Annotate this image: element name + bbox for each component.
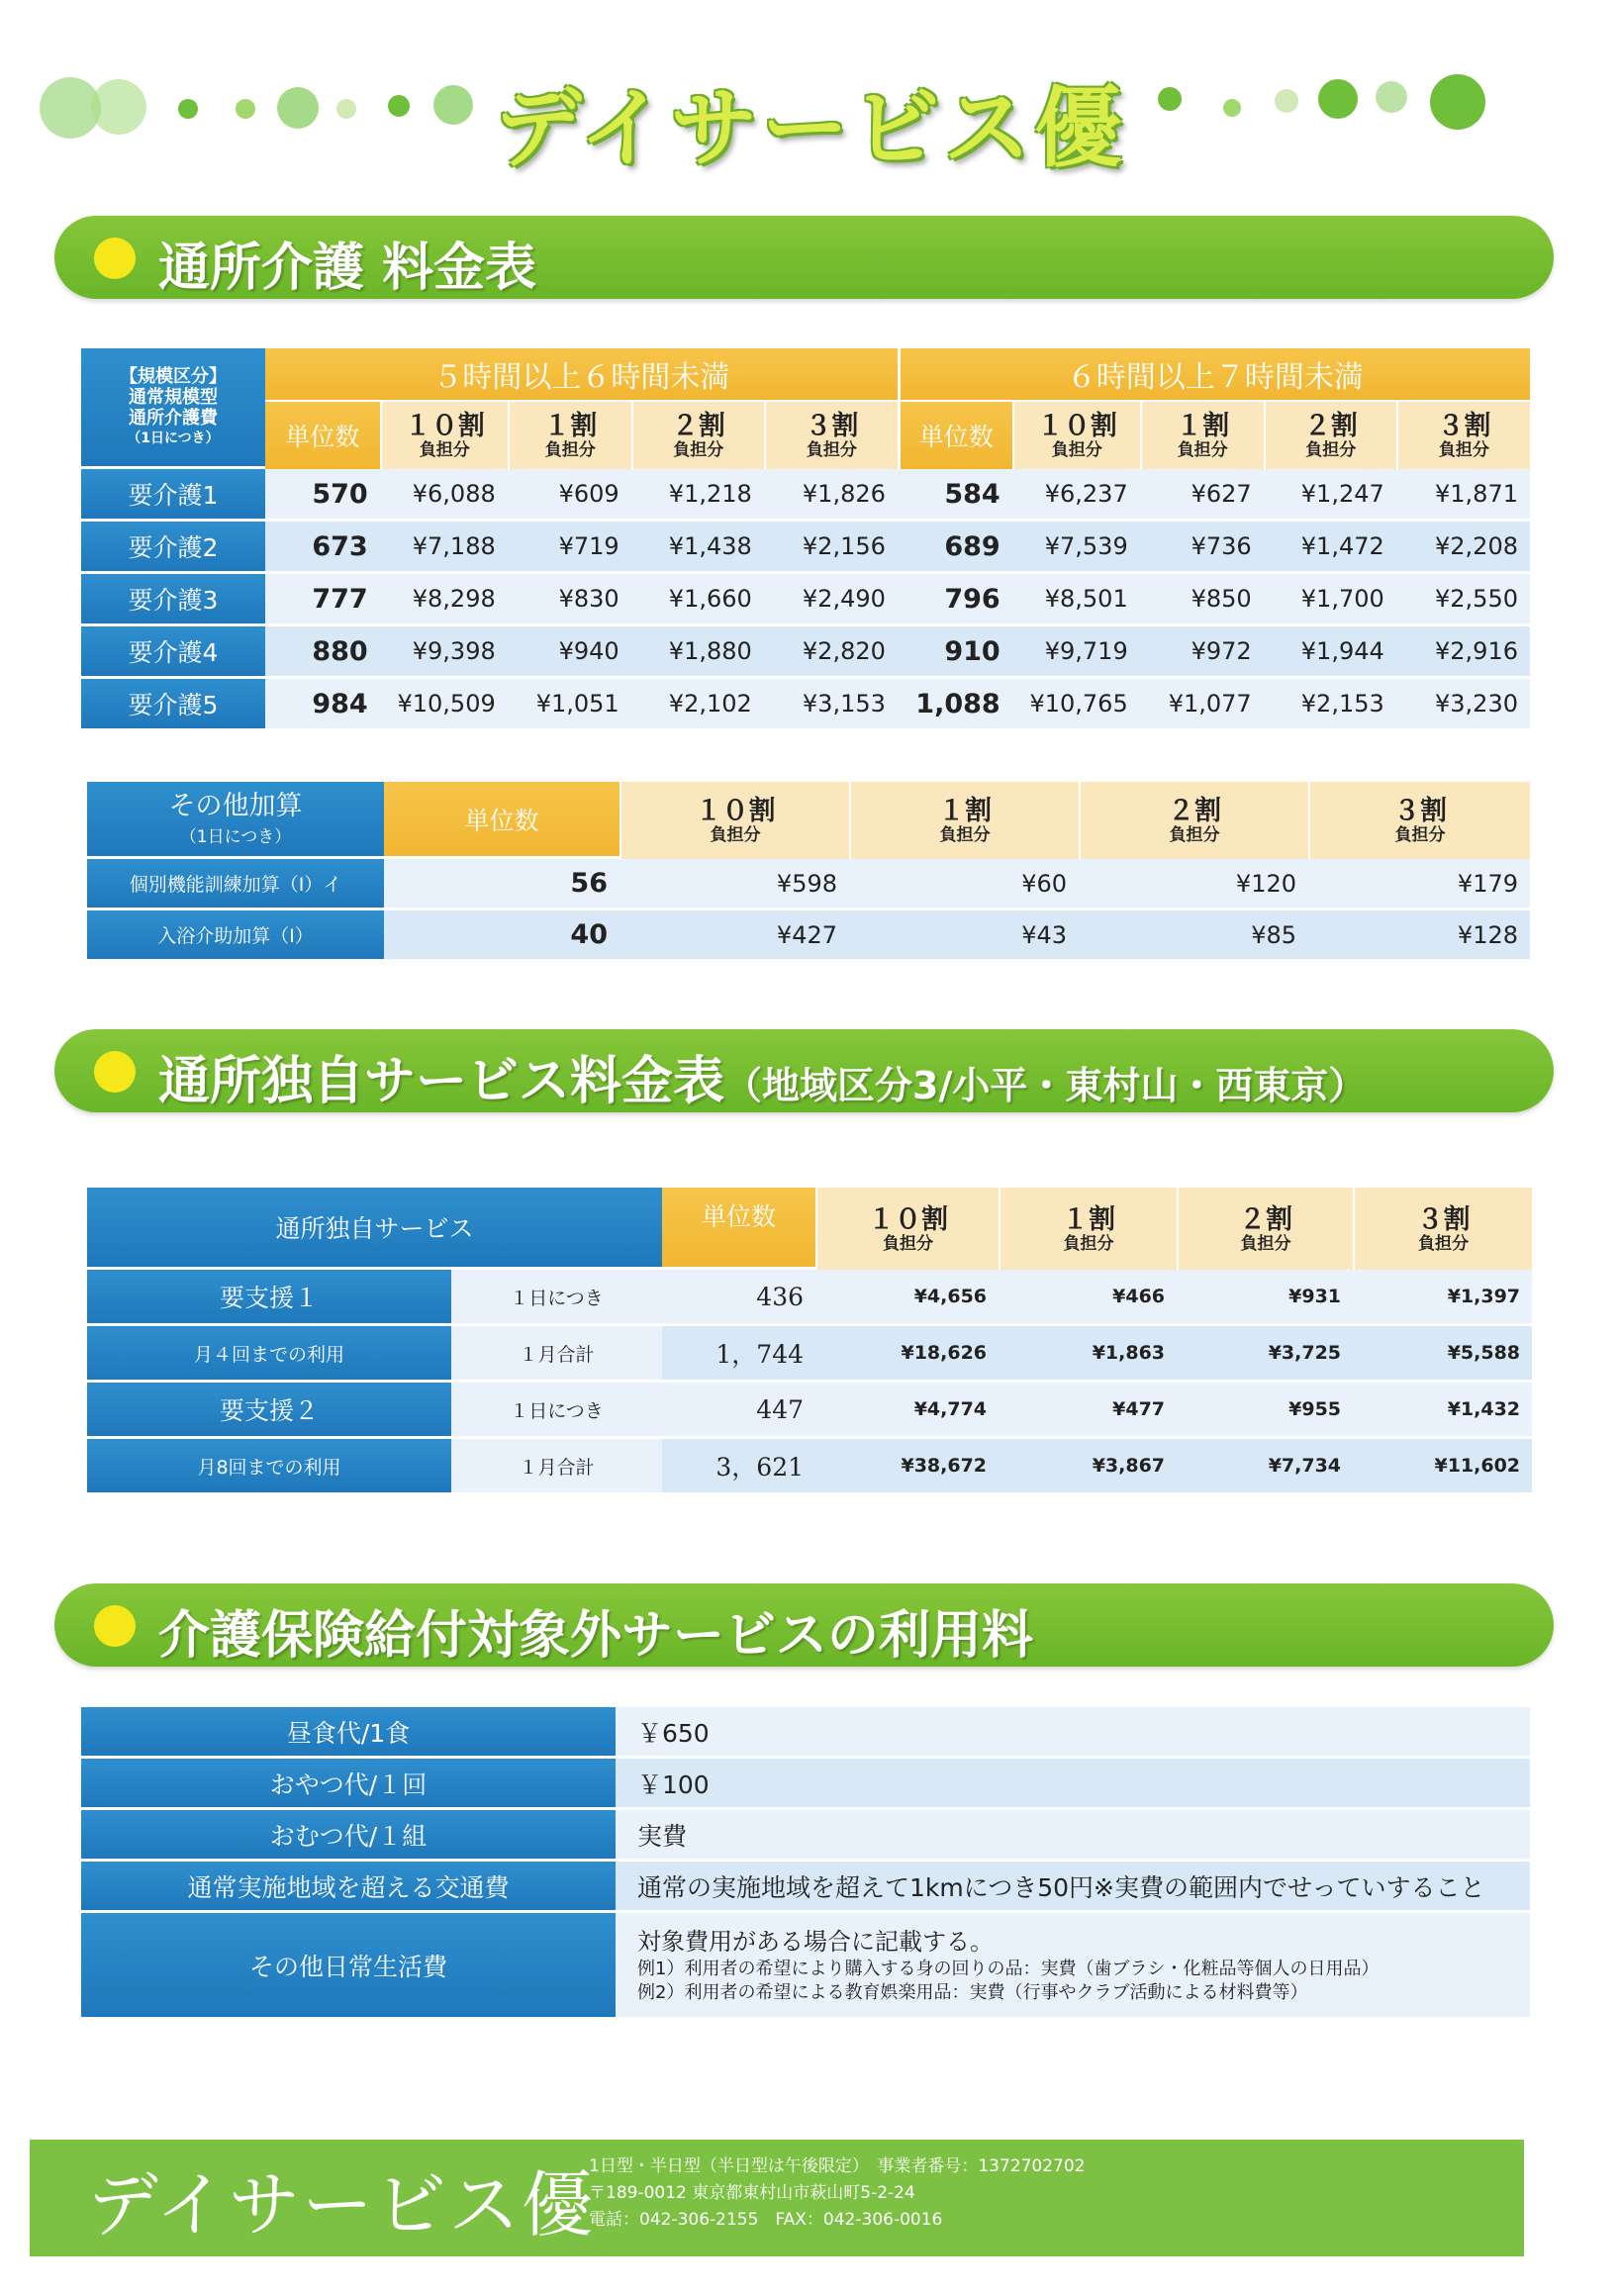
- price-3: ¥1,871: [1396, 469, 1530, 522]
- price-2: ¥3,725: [1177, 1326, 1353, 1383]
- price-10: ¥598: [619, 859, 849, 910]
- price-1: ¥719: [508, 522, 631, 574]
- corner-label: 【規模区分】 通常規模型 通所介護費 （1日につき）: [81, 348, 265, 469]
- row-label: 要介護3: [81, 574, 265, 626]
- price-1: ¥1,051: [508, 679, 631, 731]
- row-label: 要介護5: [81, 679, 265, 731]
- price-10: ¥4,656: [815, 1270, 999, 1326]
- price-2: ¥1,218: [631, 469, 764, 522]
- price-10: ¥38,672: [815, 1439, 999, 1495]
- unit-value: 880: [265, 626, 380, 679]
- price-10: ¥10,509: [380, 679, 508, 731]
- price-10: ¥8,501: [1012, 574, 1140, 626]
- col-10: １０割 負担分: [815, 1188, 999, 1270]
- page-title: デイサービス優: [494, 77, 1126, 179]
- price-3: ¥2,916: [1396, 626, 1530, 679]
- price-10: ¥9,398: [380, 626, 508, 679]
- service-header: 通所独自サービス: [87, 1188, 662, 1270]
- period: １月合計: [451, 1439, 662, 1495]
- col-2: ２割 負担分: [1177, 1188, 1353, 1270]
- col-unit: 単位数: [265, 402, 380, 469]
- table-row: [87, 1270, 1532, 1326]
- price-1: ¥43: [849, 910, 1079, 962]
- table-row: [87, 1439, 1532, 1495]
- price-3: ¥2,208: [1396, 522, 1530, 574]
- row-label: 月8回までの利用: [87, 1439, 451, 1495]
- price-2: ¥955: [1177, 1383, 1353, 1439]
- fee-value: 実費: [616, 1810, 1530, 1862]
- price-1: ¥609: [508, 469, 631, 522]
- fee-label: おやつ代/１回: [81, 1759, 616, 1810]
- col-1: １割 負担分: [999, 1188, 1177, 1270]
- price-2: ¥1,247: [1264, 469, 1396, 522]
- table-row: [81, 1810, 1530, 1862]
- price-3: ¥1,432: [1353, 1383, 1532, 1439]
- col-2: ２割 負担分: [631, 402, 764, 469]
- col-10: １０割 負担分: [380, 402, 508, 469]
- table-row: [87, 1326, 1532, 1383]
- table-row: [87, 910, 1530, 962]
- price-10: ¥4,774: [815, 1383, 999, 1439]
- non-insurance-fee-table: [81, 1707, 1530, 2020]
- unit-value: 56: [384, 859, 619, 910]
- price-1: ¥627: [1140, 469, 1264, 522]
- fee-label: おむつ代/１組: [81, 1810, 616, 1862]
- price-1: ¥830: [508, 574, 631, 626]
- price-1: ¥736: [1140, 522, 1264, 574]
- table-row: [81, 522, 1530, 574]
- fee-value: 対象費用がある場合に記載する。 例1）利用者の希望により購入する身の回りの品：実費（歯ブラシ・化粧品等個人の日用品） 例2）利用者の希望による教育娯楽用品：実費（行事やクラブ活動による材料費等）: [616, 1913, 1530, 2020]
- unit-value: 689: [898, 522, 1012, 574]
- row-label: 個別機能訓練加算（Ⅰ）イ: [87, 859, 384, 910]
- unit-value: 910: [898, 626, 1012, 679]
- day-care-fee-table: [81, 348, 1530, 731]
- price-10: ¥18,626: [815, 1326, 999, 1383]
- price-10: ¥7,188: [380, 522, 508, 574]
- row-label: 入浴介助加算（Ⅰ）: [87, 910, 384, 962]
- unit-value: 3，621: [662, 1439, 815, 1495]
- row-label: 要介護1: [81, 469, 265, 522]
- row-label: 要介護2: [81, 522, 265, 574]
- price-1: ¥1,077: [1140, 679, 1264, 731]
- footer-brand: デイサービス優: [87, 2163, 595, 2247]
- fee-value: 通常の実施地域を超えて1kmにつき50円※実費の範囲内でせっていすること: [616, 1862, 1530, 1913]
- price-3: ¥5,588: [1353, 1326, 1532, 1383]
- col-unit: 単位数: [384, 782, 619, 859]
- price-1: ¥850: [1140, 574, 1264, 626]
- table-row: [87, 1383, 1532, 1439]
- col-10: １０割 負担分: [619, 782, 849, 859]
- table-row: [87, 859, 1530, 910]
- price-3: ¥2,490: [764, 574, 898, 626]
- independent-service-table: [87, 1188, 1532, 1495]
- section-header-independent-service: [54, 1029, 1554, 1112]
- price-1: ¥940: [508, 626, 631, 679]
- fee-label: 昼食代/1食: [81, 1707, 616, 1759]
- group-header-6-7h: ６時間以上７時間未満: [898, 348, 1530, 402]
- unit-value: 584: [898, 469, 1012, 522]
- section-title: 通所介護 料金表: [158, 239, 537, 298]
- price-3: ¥1,826: [764, 469, 898, 522]
- price-2: ¥85: [1079, 910, 1308, 962]
- col-3: ３割 負担分: [1308, 782, 1530, 859]
- price-2: ¥1,944: [1264, 626, 1396, 679]
- table-row: [81, 626, 1530, 679]
- price-10: ¥7,539: [1012, 522, 1140, 574]
- col-1: １割 負担分: [849, 782, 1079, 859]
- period: １日につき: [451, 1270, 662, 1326]
- price-2: ¥931: [1177, 1270, 1353, 1326]
- price-1: ¥1,863: [999, 1326, 1177, 1383]
- unit-value: 40: [384, 910, 619, 962]
- col-1: １割 負担分: [508, 402, 631, 469]
- unit-value: 570: [265, 469, 380, 522]
- price-1: ¥972: [1140, 626, 1264, 679]
- group-header-5-6h: ５時間以上６時間未満: [265, 348, 898, 402]
- table-row: [81, 679, 1530, 731]
- section-header-day-care-fees: [54, 216, 1554, 299]
- footer: [30, 2140, 1524, 2256]
- unit-value: 436: [662, 1270, 815, 1326]
- price-2: ¥7,734: [1177, 1439, 1353, 1495]
- section-title: 通所独自サービス料金表（地域区分3/小平・東村山・西東京）: [158, 1052, 1367, 1111]
- price-1: ¥3,867: [999, 1439, 1177, 1495]
- price-2: ¥1,472: [1264, 522, 1396, 574]
- price-1: ¥60: [849, 859, 1079, 910]
- col-1: １割 負担分: [1140, 402, 1264, 469]
- addon-table: [87, 782, 1530, 962]
- price-2: ¥120: [1079, 859, 1308, 910]
- price-2: ¥1,660: [631, 574, 764, 626]
- period: １日につき: [451, 1383, 662, 1439]
- footer-info: 1日型・半日型（半日型は午後限定） 事業者番号：1372702702 〒189-0012 東京都東村山市萩山町5-2-24 電話：042-306-2155 FAX：042-306-0016: [589, 2156, 1086, 2230]
- unit-value: 1,088: [898, 679, 1012, 731]
- unit-value: 777: [265, 574, 380, 626]
- price-3: ¥2,550: [1396, 574, 1530, 626]
- bullet-icon: [94, 1605, 136, 1647]
- bullet-icon: [94, 238, 136, 279]
- fee-value: ￥650: [616, 1707, 1530, 1759]
- col-unit: 単位数: [662, 1188, 815, 1270]
- row-label: 月４回までの利用: [87, 1326, 451, 1383]
- price-3: ¥2,156: [764, 522, 898, 574]
- row-label: 要介護4: [81, 626, 265, 679]
- price-1: ¥477: [999, 1383, 1177, 1439]
- unit-value: 447: [662, 1383, 815, 1439]
- price-10: ¥8,298: [380, 574, 508, 626]
- table-row: [81, 1707, 1530, 1759]
- price-3: ¥128: [1308, 910, 1530, 962]
- table-row: [81, 574, 1530, 626]
- col-unit: 単位数: [898, 402, 1012, 469]
- col-2: ２割 負担分: [1264, 402, 1396, 469]
- row-label: 要支援１: [87, 1270, 451, 1326]
- price-3: ¥3,230: [1396, 679, 1530, 731]
- col-3: ３割 負担分: [764, 402, 898, 469]
- price-1: ¥466: [999, 1270, 1177, 1326]
- col-10: １０割 負担分: [1012, 402, 1140, 469]
- price-10: ¥6,237: [1012, 469, 1140, 522]
- price-3: ¥179: [1308, 859, 1530, 910]
- price-10: ¥9,719: [1012, 626, 1140, 679]
- price-2: ¥1,880: [631, 626, 764, 679]
- fee-label: 通常実施地域を超える交通費: [81, 1862, 616, 1913]
- price-2: ¥2,153: [1264, 679, 1396, 731]
- unit-value: 673: [265, 522, 380, 574]
- section-header-non-insurance-fees: [54, 1583, 1554, 1667]
- addon-header: その他加算 （1日につき）: [87, 782, 384, 859]
- table-row: [81, 1862, 1530, 1913]
- price-2: ¥1,700: [1264, 574, 1396, 626]
- table-row: [81, 469, 1530, 522]
- col-3: ３割 負担分: [1353, 1188, 1532, 1270]
- col-2: ２割 負担分: [1079, 782, 1308, 859]
- table-row: [81, 1759, 1530, 1810]
- section-title: 介護保険給付対象外サービスの利用料: [158, 1606, 1034, 1666]
- price-2: ¥2,102: [631, 679, 764, 731]
- price-3: ¥2,820: [764, 626, 898, 679]
- price-3: ¥11,602: [1353, 1439, 1532, 1495]
- price-10: ¥10,765: [1012, 679, 1140, 731]
- col-3: ３割 負担分: [1396, 402, 1530, 469]
- period: １月合計: [451, 1326, 662, 1383]
- price-3: ¥3,153: [764, 679, 898, 731]
- unit-value: 796: [898, 574, 1012, 626]
- price-2: ¥1,438: [631, 522, 764, 574]
- fee-value: ￥100: [616, 1759, 1530, 1810]
- row-label: 要支援２: [87, 1383, 451, 1439]
- unit-value: 984: [265, 679, 380, 731]
- bullet-icon: [94, 1051, 136, 1093]
- fee-label: その他日常生活費: [81, 1913, 616, 2020]
- price-10: ¥427: [619, 910, 849, 962]
- price-3: ¥1,397: [1353, 1270, 1532, 1326]
- price-10: ¥6,088: [380, 469, 508, 522]
- unit-value: 1，744: [662, 1326, 815, 1383]
